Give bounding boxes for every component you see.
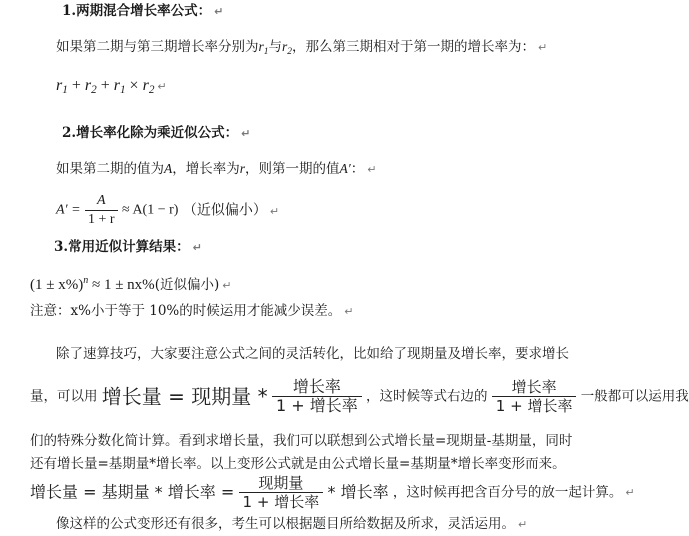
section-3-heading: 3.常用近似计算结果： ↵ <box>54 239 202 255</box>
paragraph-1: 除了速算技巧，大家要注意公式之间的灵活转化，比如给了现期量及增长率，要求增长 <box>56 346 569 362</box>
return-mark-icon: ↵ <box>222 279 232 292</box>
return-mark-icon: ↵ <box>241 127 251 140</box>
return-mark-icon: ↵ <box>344 305 354 318</box>
growth-fraction-2: $\frac{\text{现期量}}{\text{1 + 增长率}}$ <box>239 474 324 511</box>
section-2-heading: 2.增长率化除为乘近似公式： ↵ <box>62 125 251 141</box>
return-mark-icon: ↵ <box>537 41 548 54</box>
section-1-paragraph: 如果第二期与第三期增长率分别为$r_1$与$r_2$，那么第三期相对于第一期的增长率为： ↵ <box>56 39 548 57</box>
growth-fraction-large: $\frac{\text{增长率}}{\text{1 + 增长率}}$ <box>272 378 362 415</box>
section-1-formula: $r_1 + r_2 + r_1 \times r_2$ ↵ <box>56 77 167 96</box>
growth-fraction-small: $\frac{\text{增长率}}{\text{1 + 增长率}}$ <box>492 378 577 415</box>
growth-formula-lhs: 增长量 = 现期量 * <box>101 384 268 409</box>
paragraph-5-line: 增长量 = 基期量 * 增长率 = $\frac{\text{现期量}}{\text{1 + 增长率}}$ * 增长率 ，这时候再把含百分号的放一起计算。 ↵ <box>30 474 635 511</box>
section-1-heading: 1.两期混合增长率公式： ↵ <box>62 3 224 19</box>
paragraph-4: 还有增长量=基期量*增长率。以上变形公式就是由公式增长量=基期量*增长率变形而来。 <box>30 456 566 472</box>
section-3-formula: $(1 \pm x\%)^n \approx 1 \pm nx\%$(近似偏小) ↵ <box>30 275 232 293</box>
caution-note: 注意：x%小于等于 10%的时候运用才能减少误差。 ↵ <box>30 303 354 319</box>
return-mark-icon: ↵ <box>625 485 635 499</box>
growth-formula-2-lhs: 增长量 = 基期量 * 增长率 = <box>30 482 235 502</box>
return-mark-icon: ↵ <box>214 5 224 18</box>
return-mark-icon: ↵ <box>269 204 280 218</box>
section-2-formula: A′ = $\frac{A}{1 + r}$ ≈ A(1 − r) （近似偏小） ↵ <box>56 193 280 227</box>
paragraph-6: 像这样的公式变形还有很多，考生可以根据题目所给数据及所求，灵活运用。 ↵ <box>56 516 528 532</box>
return-mark-icon: ↵ <box>518 518 528 531</box>
return-mark-icon: ↵ <box>157 80 167 93</box>
section-2-paragraph: 如果第二期的值为A，增长率为r，则第一期的值A′： ↵ <box>56 161 377 177</box>
return-mark-icon: ↵ <box>192 241 202 254</box>
paragraph-2-line: 量，可以用 增长量 = 现期量 * $\frac{\text{增长率}}{\text{1 + 增长率}}$ ，这时候等式右边的 $\frac{\text{增长率}}{\text{1 + 增长率}}$ 一般都可以运用我 <box>30 377 689 415</box>
fraction: $\frac{A}{1 + r}$ <box>85 192 118 229</box>
paragraph-3: 们的特殊分数化简计算。看到求增长量，我们可以联想到公式增长量=现期量-基期量，同时 <box>30 433 573 449</box>
return-mark-icon: ↵ <box>367 163 377 176</box>
